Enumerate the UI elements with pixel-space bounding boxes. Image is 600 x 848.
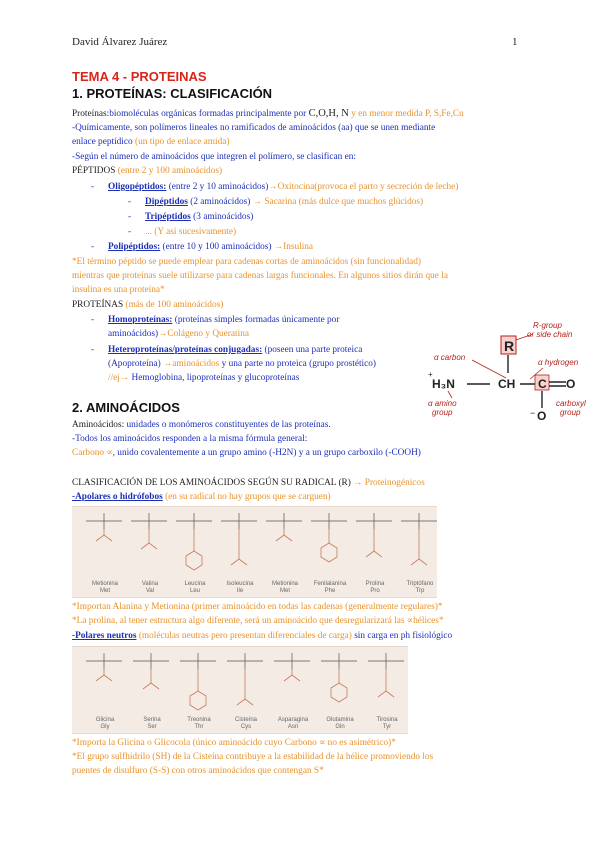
branch-bond xyxy=(276,535,284,541)
alpha-ch: CH xyxy=(498,377,516,391)
section1-title: 1. PROTEÍNAS: CLASIFICACIÓN xyxy=(72,86,273,101)
amino-acid-name xyxy=(391,581,449,595)
bullet-dash: - xyxy=(128,212,132,222)
ring-sketch xyxy=(321,543,337,562)
amino-acid-abbr: Tyr xyxy=(382,724,392,730)
amino-acid-abbr: Trp xyxy=(415,588,425,594)
oxygen-bottom: O xyxy=(537,409,547,423)
alpha-hydrogen-label: α hydrogen xyxy=(538,358,579,367)
amino-acid-structure-diagram xyxy=(418,318,590,424)
alpha-carbon-label: α carbon xyxy=(434,353,466,362)
carboxyl-c: C xyxy=(538,377,547,391)
branch-bond xyxy=(419,559,427,565)
amino-acid-abbr: Leu xyxy=(189,588,200,594)
amino-pointer xyxy=(448,391,452,398)
oxygen-right: O xyxy=(566,377,576,391)
amino-acid-abbr: Gly xyxy=(100,724,110,730)
branch-bond xyxy=(411,559,419,565)
branch-bond xyxy=(149,543,157,549)
amino-acid-abbr: Cys xyxy=(240,724,252,730)
amino-acid-sketch xyxy=(358,647,416,715)
apolar-amino-acids-strip xyxy=(72,506,437,598)
amino-acid-full-name: Treonina xyxy=(187,717,211,723)
amino-acid-abbr: Asn xyxy=(287,724,299,730)
bullet-dash: - xyxy=(91,345,95,355)
amino-acid-name xyxy=(358,717,416,731)
note-glicina: *Importa la Glicina o Glicocola (único aminoácido cuyo Carbono ∝ no es asimétrico)* xyxy=(72,738,396,748)
amino-acid-structure xyxy=(391,507,449,597)
amino-acid-abbr: Phe xyxy=(324,588,336,594)
etc-item: ... (Y así sucesivamente) xyxy=(145,227,237,237)
amino-acid-structure xyxy=(358,647,416,733)
branch-bond xyxy=(366,551,374,557)
amino-acid-abbr: Ile xyxy=(236,588,244,594)
branch-bond xyxy=(143,683,151,689)
section2-title: 2. AMINOÁCIDOS xyxy=(72,400,180,415)
amino-acid-full-name: Prolina xyxy=(365,581,385,587)
note-prolina: *La prolina, al tener estructura algo diferente, será un aminoácido que desregularizará las ∝hélices* xyxy=(72,616,444,626)
homoproteinas-item: Homoproteínas: (proteínas simples formadas únicamente por xyxy=(108,315,340,325)
ring-sketch xyxy=(186,551,202,570)
branch-bond xyxy=(237,699,245,705)
amino-acid-full-name: Glutamina xyxy=(326,717,354,723)
amino-acid-full-name: Glicina xyxy=(95,717,115,723)
clasificacion-heading: CLASIFICACIÓN DE LOS AMINOÁCIDOS SEGÚN SU RADICAL (R) → Proteinogénicos xyxy=(72,478,425,488)
branch-bond xyxy=(231,559,239,565)
branch-bond xyxy=(284,535,292,541)
note-peptido-1: *El término péptido se puede emplear para cadenas cortas de aminoácidos (sin funcionalidad) xyxy=(72,257,422,267)
peptidos-heading: PÉPTIDOS (entre 2 y 100 aminoácidos) xyxy=(72,166,223,176)
branch-bond xyxy=(104,535,112,541)
quimicamente-line: -Químicamente, son polímeros lineales no ramificados de aminoácidos (aa) que se unen mediante xyxy=(72,123,436,133)
bullet-dash: - xyxy=(128,227,132,237)
apolares-heading: -Apolares o hidrófobos (en su radical no hay grupos que se carguen) xyxy=(72,492,331,502)
page-number: 1 xyxy=(512,36,518,48)
polar-amino-acids-strip xyxy=(72,646,408,734)
branch-bond xyxy=(239,559,247,565)
tema-title: TEMA 4 - PROTEINAS xyxy=(72,69,207,84)
branch-bond xyxy=(96,535,104,541)
amino-acid-full-name: Serina xyxy=(143,717,161,723)
dipeptidos-item: Dipéptidos (2 aminoácidos) → Sacarina (más dulce que muchos glúcidos) xyxy=(145,197,424,207)
amino-acid-abbr: Pro xyxy=(370,588,380,594)
heteroproteinas-example: //ej→ Hemoglobina, lipoproteínas y glucoproteínas xyxy=(108,373,300,383)
branch-bond xyxy=(96,675,104,681)
author-name: David Álvarez Juárez xyxy=(72,36,168,48)
amino-acid-abbr: Thr xyxy=(194,724,204,730)
proteinas-definition: Proteínas:biomoléculas orgánicas formadas principalmente por C,O,H, N y en menor medida P, S,Fe,Cu xyxy=(72,108,464,119)
tripeptidos-item: Tripéptidos (3 aminoácidos) xyxy=(145,212,254,222)
amino-acid-full-name: Triptófano xyxy=(406,581,434,587)
branch-bond xyxy=(141,543,149,549)
amino-acid-full-name: Isoleucina xyxy=(226,581,254,587)
alpha-carbon-pointer xyxy=(472,360,506,378)
segun-line: -Según el número de aminoácidos que integren el polímero, se clasifican en: xyxy=(72,152,356,162)
carboxyl-label: carboxyl xyxy=(556,399,586,408)
polipeptidos-item: Polipéptidos: (entre 10 y 100 aminoácidos) →Insulina xyxy=(108,242,314,252)
amino-acid-abbr: Ser xyxy=(147,724,157,730)
carbono-line: Carbono ∝, unido covalentemente a un grupo amino (-H2N) y a un grupo carboxilo (-COOH) xyxy=(72,448,421,458)
branch-bond xyxy=(386,691,394,697)
note-peptido-2: mientras que proteínas suele utilizarse para cadenas largas funcionales. En algunos sitios dirán que la xyxy=(72,271,448,281)
amino-acid-full-name: Metionina xyxy=(91,581,118,587)
branch-bond xyxy=(104,675,112,681)
aminoacidos-definition: Aminoácidos: unidades o monómeros constituyentes de las proteínas. xyxy=(72,420,331,430)
amino-acid-full-name: Asparagina xyxy=(277,717,309,723)
branch-bond xyxy=(374,551,382,557)
r-symbol: R xyxy=(504,338,515,354)
branch-bond xyxy=(245,699,253,705)
side-chain-label: or side chain xyxy=(527,330,573,339)
amino-acid-abbr: Met xyxy=(279,588,290,594)
ring-sketch xyxy=(331,683,347,702)
amino-acid-sketch xyxy=(391,507,449,579)
branch-bond xyxy=(292,675,300,681)
bullet-dash: - xyxy=(91,182,95,192)
amino-acid-full-name: Cisteína xyxy=(234,717,257,723)
polares-heading: -Polares neutros (moléculas neutras pero presentan diferenciales de carga) sin carga en ph fisiológico xyxy=(72,631,453,641)
alpha-amino-label: α amino xyxy=(428,399,457,408)
branch-bond xyxy=(151,683,159,689)
amino-acid-abbr: Gln xyxy=(335,724,345,730)
enlace-line: enlace peptídico (un tipo de enlace amida) xyxy=(72,137,230,147)
amino-acid-full-name: Metionina xyxy=(271,581,298,587)
carboxyl-group-label: group xyxy=(560,408,581,417)
note-alanina: *Importan Alanina y Metionina (primer aminoácido en todas las cadenas (generalmente regulares)* xyxy=(72,602,443,612)
amino-acid-full-name: Fenilalanina xyxy=(313,581,347,587)
heteroproteinas-item: Heteroproteínas/proteínas conjugadas: (poseen una parte proteica xyxy=(108,345,363,355)
note-cisteina-2: puentes de disulfuro (S-S) con otros aminoácidos que contengan S* xyxy=(72,766,324,776)
formula-line: -Todos los aminoácidos responden a la misma fórmula general: xyxy=(72,434,308,444)
amino-acid-full-name: Valina xyxy=(141,581,159,587)
bullet-dash: - xyxy=(91,242,95,252)
r-group-label: R-group xyxy=(533,321,562,330)
amino-acid-abbr: Met xyxy=(99,588,110,594)
bullet-dash: - xyxy=(128,197,132,207)
oligopeptidos-item: Oligopéptidos: (entre 2 y 10 aminoácidos)→Oxitocina(provoca el parto y secreción de leche) xyxy=(108,182,459,192)
homoproteinas-item-cont: aminoácidos)→Colágeno y Queratina xyxy=(108,329,249,339)
branch-bond xyxy=(284,675,292,681)
amino-group-label: group xyxy=(432,408,453,417)
note-cisteina-1: *El grupo sulfhidrilo (SH) de la Cisteína contribuye a la estabilidad de la hélice promoviendo los xyxy=(72,752,434,762)
amino-acid-full-name: Tirosina xyxy=(376,717,398,723)
heteroproteinas-item-cont: (Apoproteína) →aminoácidos y una parte no proteica (grupo prostético) xyxy=(108,359,376,369)
ring-sketch xyxy=(190,691,206,710)
minus-sign: − xyxy=(530,408,536,418)
bullet-dash: - xyxy=(91,315,95,325)
h3n-group: H₃N xyxy=(432,377,455,391)
branch-bond xyxy=(378,691,386,697)
amino-acid-full-name: Leucina xyxy=(184,581,206,587)
amino-acid-abbr: Val xyxy=(145,588,155,594)
note-peptido-3: insulina es una proteína* xyxy=(72,285,165,295)
plus-sign: + xyxy=(428,370,433,379)
proteinas-heading: PROTEÍNAS (más de 100 aminoácidos) xyxy=(72,300,224,310)
